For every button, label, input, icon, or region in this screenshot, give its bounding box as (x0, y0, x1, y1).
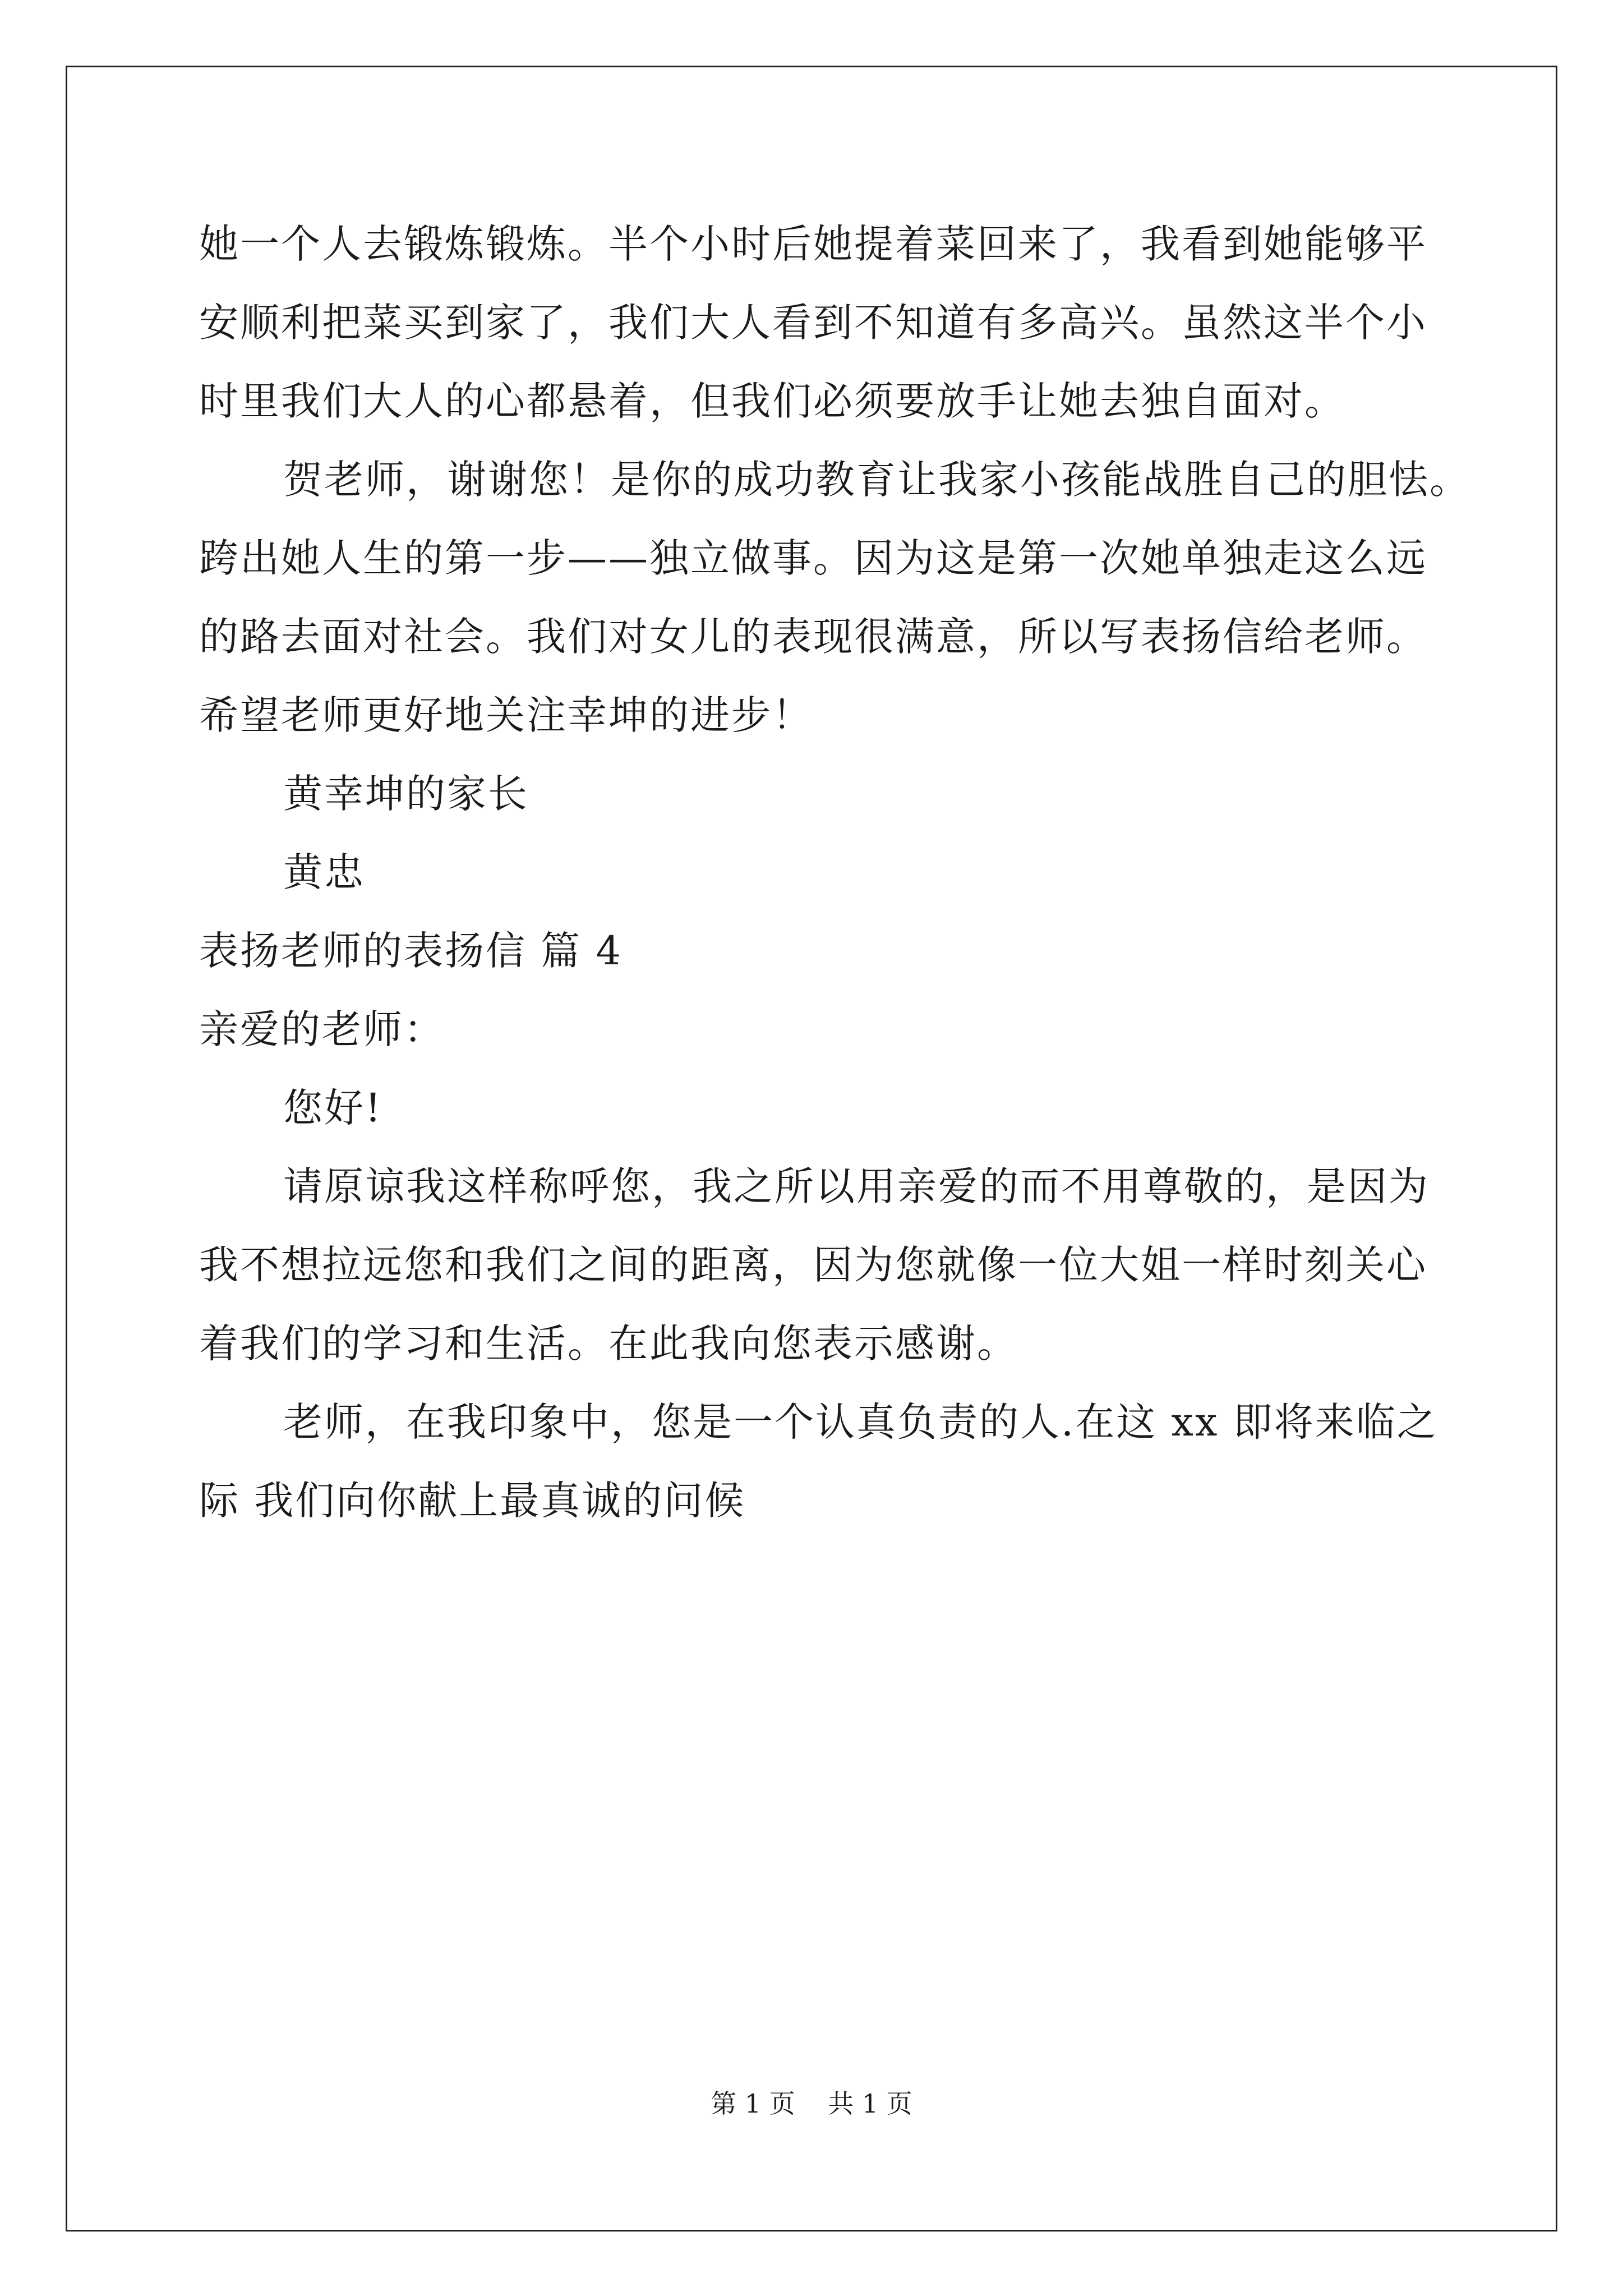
text-line: 的路去面对社会。我们对女儿的表现很满意，所以写表扬信给老师。 (199, 614, 1427, 660)
salutation: 亲爱的老师： (199, 1006, 445, 1052)
text-line: 安顺利把菜买到家了，我们大人看到不知道有多高兴。虽然这半个小 (199, 300, 1427, 346)
text-line: 老师，在我印象中，您是一个认真负责的人.在这 xx 即将来临之 (283, 1399, 1438, 1445)
text-line: 希望老师更好地关注幸坤的进步！ (199, 692, 813, 738)
signature-name: 黄忠 (283, 849, 365, 895)
signature-parent: 黄幸坤的家长 (283, 771, 529, 817)
section-heading: 表扬老师的表扬信 篇 4 (199, 928, 623, 974)
text-line: 跨出她人生的第一步——独立做事。因为这是第一次她单独走这么远 (199, 535, 1427, 581)
text-line: 请原谅我这样称呼您，我之所以用亲爱的而不用尊敬的，是因为 (283, 1163, 1430, 1209)
text-line: 时里我们大人的心都悬着，但我们必须要放手让她去独自面对。 (199, 378, 1345, 424)
text-line: 我不想拉远您和我们之间的距离，因为您就像一位大姐一样时刻关心 (199, 1242, 1427, 1288)
greeting: 您好! (283, 1085, 383, 1131)
page-footer: 第 1 页 共 1 页 (711, 2088, 912, 2119)
text-line: 贺老师，谢谢您！是你的成功教育让我家小孩能战胜自己的胆怯。 (283, 457, 1470, 503)
text-line: 着我们的学习和生活。在此我向您表示感谢。 (199, 1320, 1018, 1366)
text-line: 际 我们向你献上最真诚的问候 (199, 1478, 746, 1524)
text-line: 她一个人去锻炼锻炼。半个小时后她提着菜回来了，我看到她能够平 (199, 221, 1427, 267)
